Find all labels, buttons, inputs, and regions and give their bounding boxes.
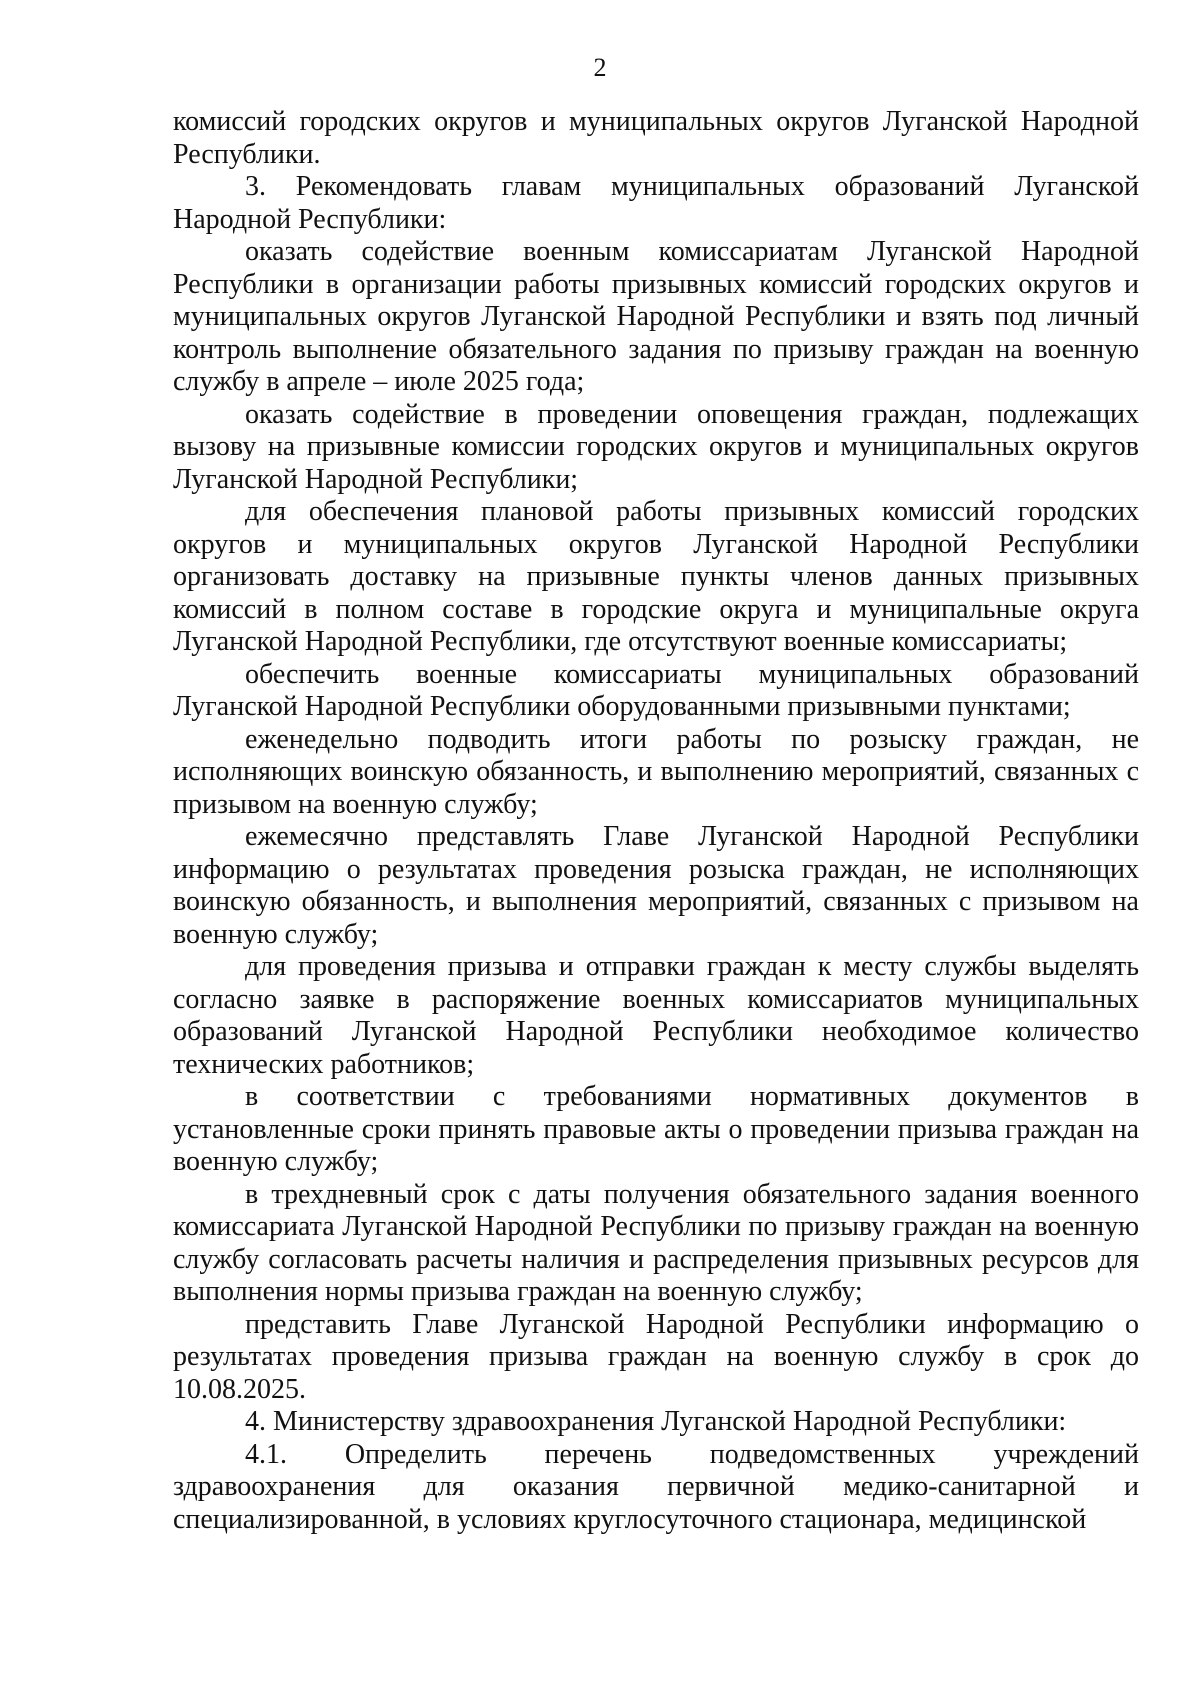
paragraph-assist-notification: оказать содействие в проведении оповещения граждан, подлежащих вызову на призывные комиссии городских округов и муниципальных округов Луганской Народной Республики; [173, 398, 1139, 495]
paragraph-item-3: 3. Рекомендовать главам муниципальных образований Луганской Народной Республики: [173, 171, 1139, 235]
paragraph-continuation: комиссий городских округов и муниципальных округов Луганской Народной Республики. [173, 106, 1139, 170]
paragraph-three-day-term: в трехдневный срок с даты получения обязательного задания военного комиссариата Луганской Народной Республики по призыву граждан на военную службу согласовать расчеты наличия и распределения призывных ресурсов для выполнения нормы призыва граждан на военную службу; [173, 1178, 1139, 1307]
paragraph-weekly-results: еженедельно подводить итоги работы по розыску граждан, не исполняющих воинскую обязанность, и выполнению мероприятий, связанных с призывом на военную службу; [173, 723, 1139, 820]
paragraph-legal-acts: в соответствии с требованиями нормативных документов в установленные сроки принять правовые акты о проведении призыва граждан на военную службу; [173, 1081, 1139, 1177]
document-body [173, 106, 1139, 1536]
page-number: 2 [593, 53, 607, 82]
paragraph-organize-delivery: для обеспечения плановой работы призывных комиссий городских округов и муниципальных округов Луганской Народной Республики организовать доставку на призывные пункты членов данных призывных комиссий в полном составе в городские округа и муниципальные округа Луганской Народной Республики, где отсутствуют военные комиссариаты; [173, 496, 1139, 657]
paragraph-item-4-1: 4.1. Определить перечень подведомственных учреждений здравоохранения для оказания первичной медико-санитарной и специализированной, в условиях круглосуточного стационара, медицинской [173, 1438, 1139, 1535]
paragraph-assist-commissariats: оказать содействие военным комиссариатам Луганской Народной Республики в организации работы призывных комиссий городских округов и муниципальных округов Луганской Народной Республики и взять под личный контроль выполнение обязательного задания по призыву граждан на военную службу в апреле – июле 2025 года; [173, 236, 1139, 397]
paragraph-technical-staff: для проведения призыва и отправки граждан к месту службы выделять согласно заявке в распоряжение военных комиссариатов муниципальных образований Луганской Народной Республики необходимое количество технических работников; [173, 951, 1139, 1080]
paragraph-submit-info: представить Главе Луганской Народной Республики информацию о результатах проведения призыва граждан на военную службу в срок до 10.08.2025. [173, 1308, 1139, 1405]
paragraph-monthly-report: ежемесячно представлять Главе Луганской Народной Республики информацию о результатах проведения розыска граждан, не исполняющих воинскую обязанность, и выполнения мероприятий, связанных с призывом на военную службу; [173, 821, 1139, 950]
paragraph-item-4: 4. Министерству здравоохранения Луганской Народной Республики: [245, 1406, 1067, 1437]
paragraph-equip-points: обеспечить военные комиссариаты муниципальных образований Луганской Народной Республики оборудованными призывными пунктами; [173, 658, 1139, 722]
